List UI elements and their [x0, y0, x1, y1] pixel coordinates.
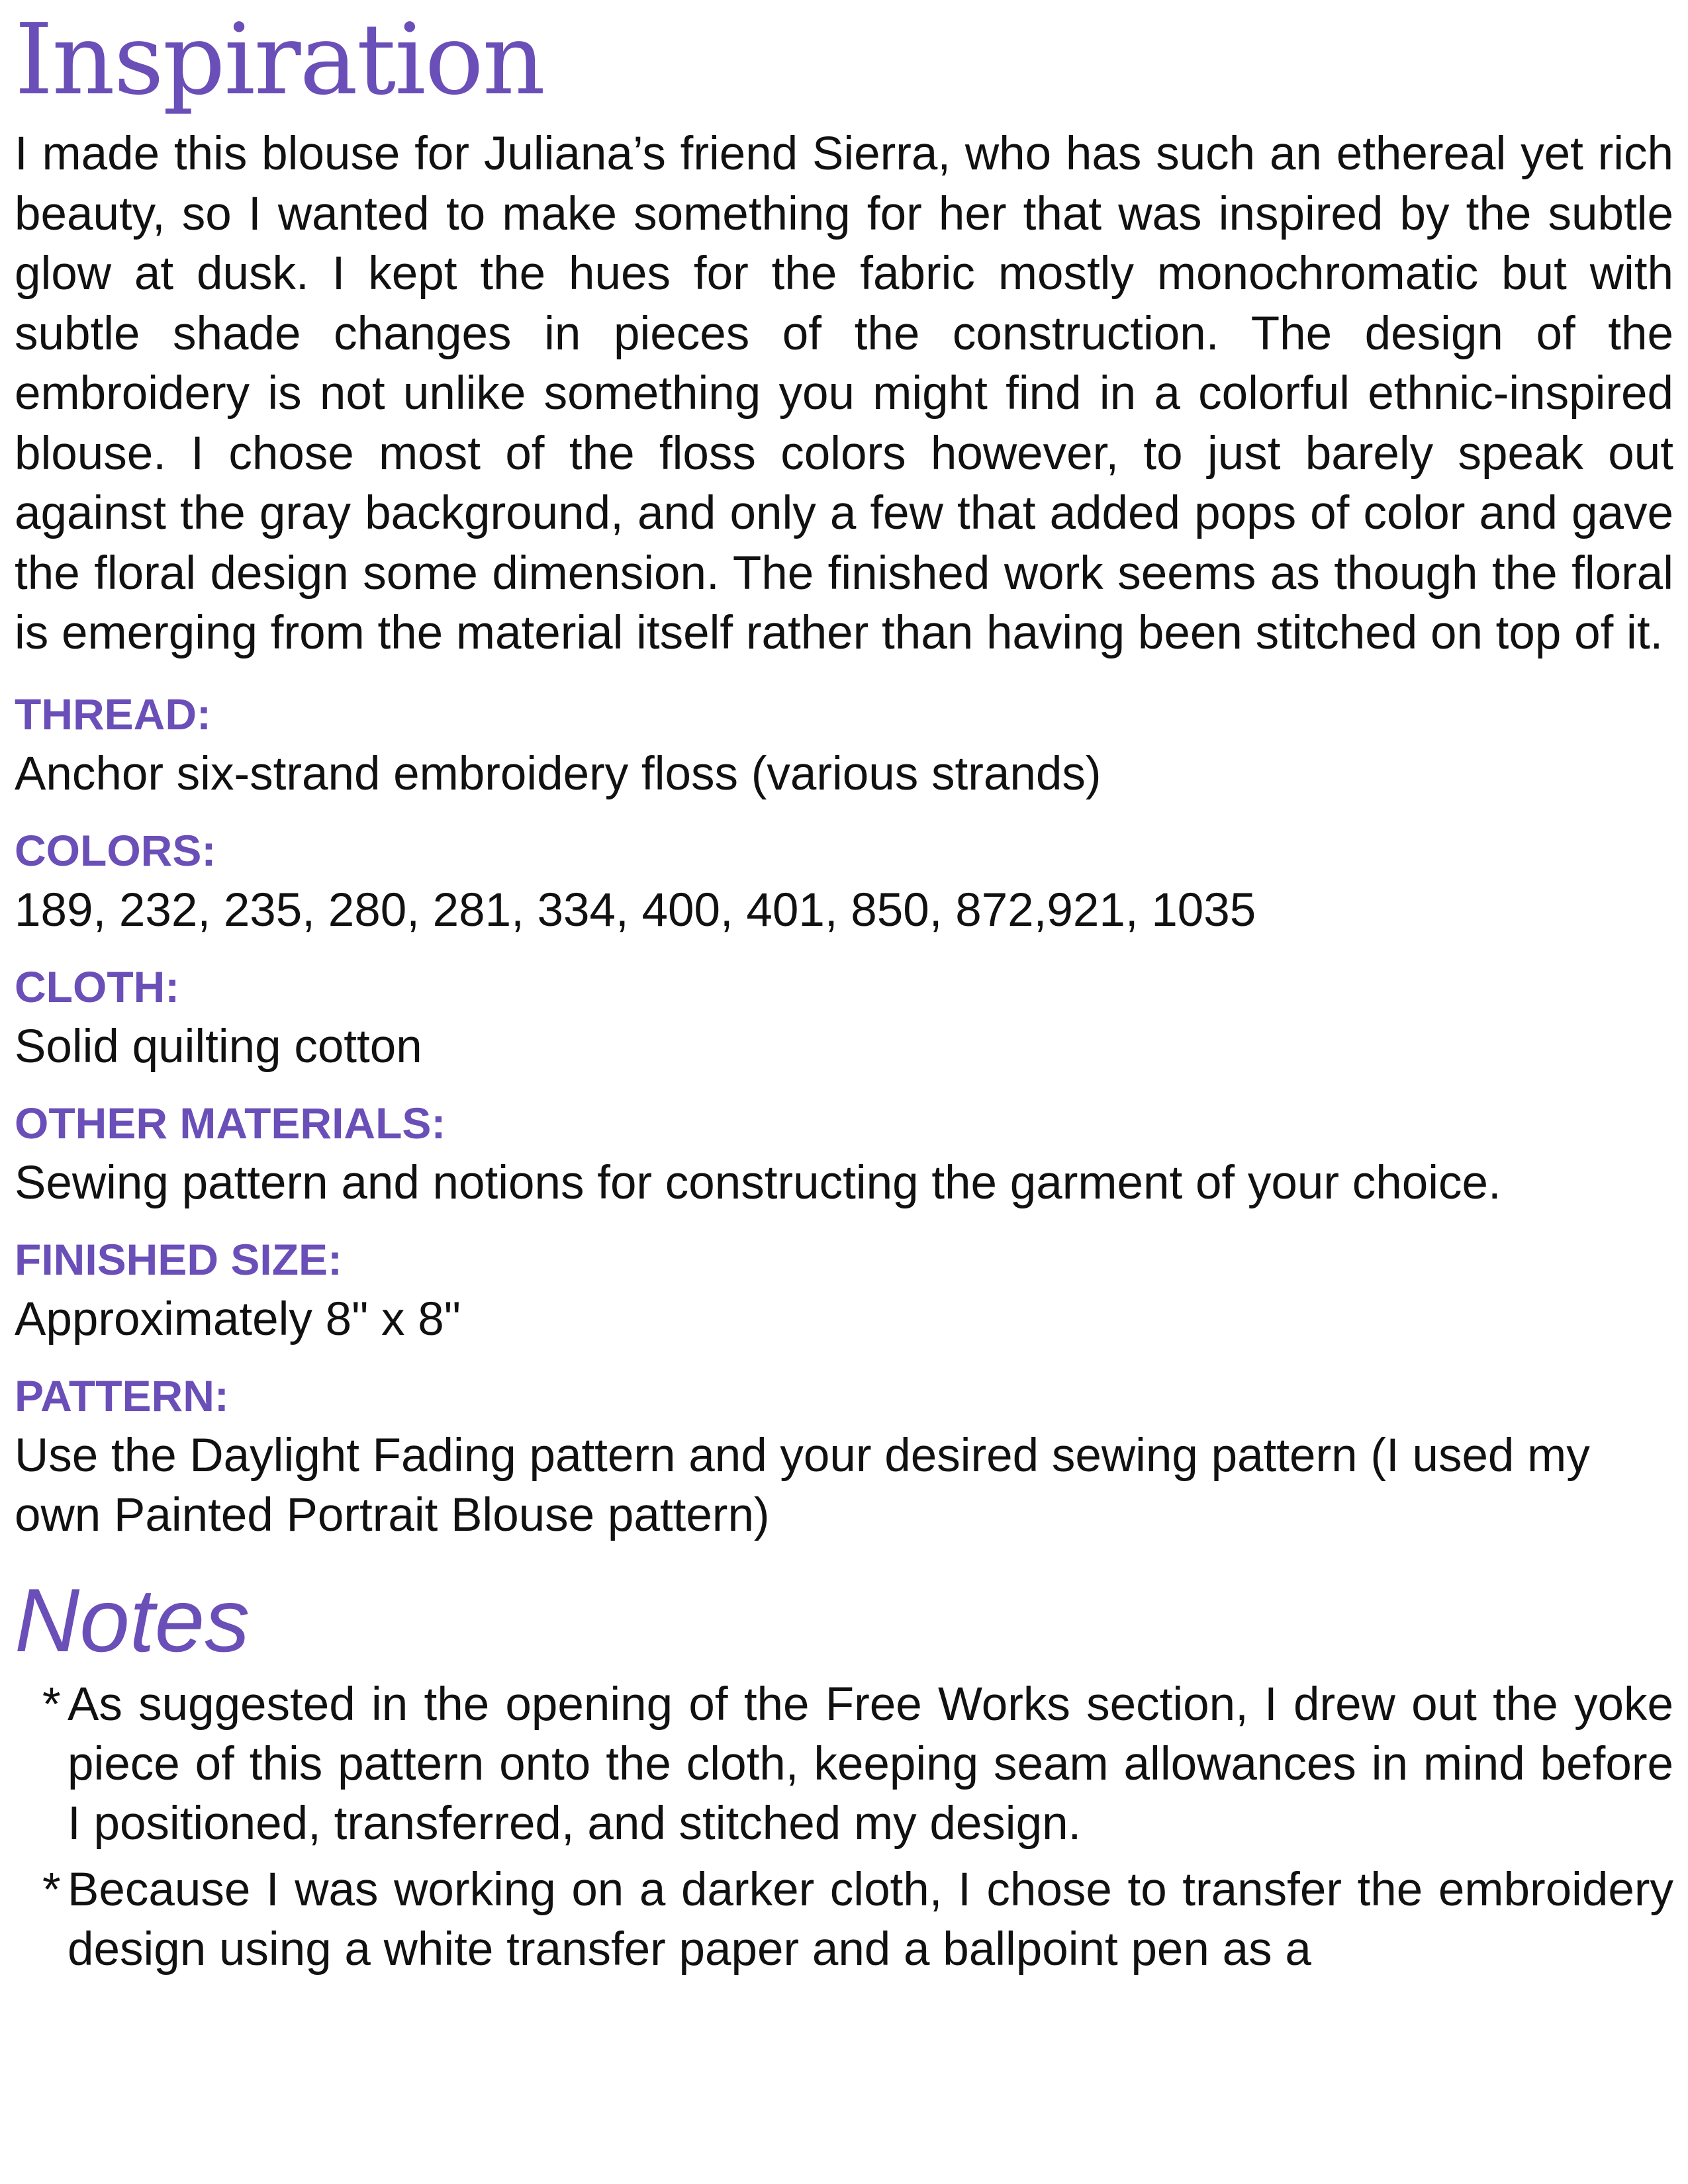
field-value: Anchor six-strand embroidery floss (various strands): [15, 747, 1102, 800]
field-cloth: [15, 960, 1673, 1077]
field-thread: [15, 688, 1673, 804]
inspiration-heading: Inspiration: [15, 3, 545, 116]
field-label: COLORS:: [15, 825, 216, 875]
field-label: FINISHED SIZE:: [15, 1234, 343, 1284]
field-other-materials: [15, 1097, 1673, 1213]
document-page: [15, 0, 1673, 1986]
field-finished-size: [15, 1233, 1673, 1349]
field-label: THREAD:: [15, 689, 211, 739]
field-pattern: [15, 1369, 1673, 1545]
note-text: Because I was working on a darker cloth, I chose to transfer the embroidery design using a white transfer paper and a ballpoint pen as a: [68, 1863, 1673, 1976]
field-value: Sewing pattern and notions for constructing the garment of your choice.: [15, 1156, 1501, 1209]
note-text: As suggested in the opening of the Free Works section, I drew out the yoke piece of this pattern onto the cloth, keeping seam allowances in mind before I positioned, transferred, and stitched my design.: [68, 1678, 1673, 1850]
field-label: PATTERN:: [15, 1371, 229, 1420]
inspiration-paragraph: I made this blouse for Juliana’s friend Sierra, who has such an ethereal yet rich beauty, so I wanted to make something for her that was inspired by the subtle glow at dusk. I kept the hues for the fabric mostly monochromatic but with subtle shade changes in pieces of the construction. The design of the embroidery is not unlike something you might find in a colorful ethnic-inspired blouse. I chose most of the floss colors however, to just barely speak out against the gray background, and only a few that added pops of color and gave the floral design some dimension. The finished work seems as though the floral is emerging from the material itself rather than having been stitched on top of it.: [15, 128, 1673, 659]
field-colors: [15, 824, 1673, 940]
field-value: Solid quilting cotton: [15, 1020, 422, 1073]
bullet-marker: *: [42, 1863, 61, 1916]
materials-list: [15, 688, 1673, 1545]
field-label: OTHER MATERIALS:: [15, 1098, 446, 1148]
bullet-marker: *: [42, 1678, 61, 1731]
note-item: [15, 1860, 1673, 1979]
field-value: Use the Daylight Fading pattern and your desired sewing pattern (I used my own Painted Portrait Blouse pattern): [15, 1429, 1590, 1541]
notes-heading: Notes: [15, 1569, 250, 1670]
field-value: Approximately 8" x 8": [15, 1293, 461, 1345]
field-value: 189, 232, 235, 280, 281, 334, 400, 401, 850, 872,921, 1035: [15, 884, 1256, 936]
notes-list: [15, 1675, 1673, 1979]
field-label: CLOTH:: [15, 962, 180, 1011]
note-item: [15, 1675, 1673, 1854]
